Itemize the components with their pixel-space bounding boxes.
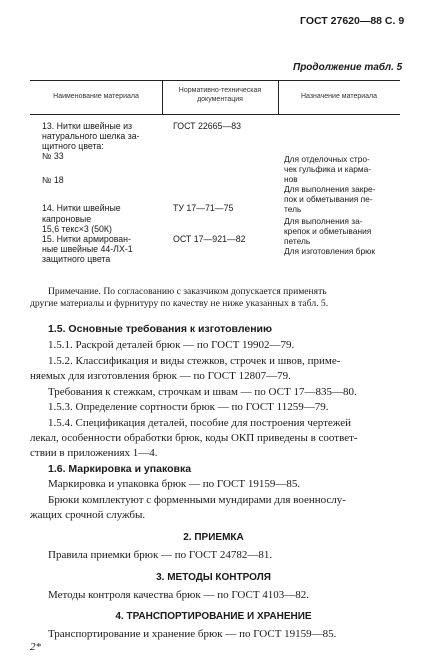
paragraph-line: жащих срочной службы. xyxy=(30,509,146,521)
purpose-cell: Для отделочных стро- xyxy=(284,154,370,164)
material-cell: натурального шелка за- xyxy=(42,131,140,141)
paragraph-line: ствии в приложениях 1—4. xyxy=(30,447,158,459)
documentation-cell: ОСТ 17—921—82 xyxy=(173,234,246,244)
material-cell: № 33 xyxy=(42,151,64,161)
signature-mark: 2* xyxy=(30,641,41,653)
purpose-cell: тель xyxy=(284,204,302,214)
paragraph-line: лекал, особенности обработки брюк, коды ОКП приведены в соответ- xyxy=(30,432,358,444)
documentation-cell: ТУ 17—71—75 xyxy=(173,203,234,213)
column-header-documentation: Нормативно-техническая документация xyxy=(178,87,262,103)
table-note: другие материалы и фурнитуру по качеству не ниже указанных в табл. 5. xyxy=(30,298,329,309)
section-title-acceptance: 2. ПРИЕМКА xyxy=(183,532,244,543)
paragraph-line: Методы контроля качества брюк — по ГОСТ 4103—82. xyxy=(48,589,310,601)
material-cell: щитного цвета: xyxy=(42,141,104,151)
paragraph-line: 1.5.3. Определение сортности брюк — по ГОСТ 11259—79. xyxy=(48,401,329,413)
purpose-cell: Для выполнения за- xyxy=(284,216,363,226)
material-cell: 14. Нитки швейные xyxy=(42,203,121,213)
material-cell: капроновые xyxy=(42,214,92,224)
material-cell: 15. Нитки армирован- xyxy=(42,234,131,244)
table-header-rule xyxy=(30,114,400,115)
column-header-purpose: Назначение материала xyxy=(300,93,378,100)
paragraph-line: 1.5.1. Раскрой деталей брюк — по ГОСТ 19902—79. xyxy=(48,339,295,351)
purpose-cell: Для изготовления брюк xyxy=(284,246,376,256)
purpose-cell: крепок и обметывания xyxy=(284,226,372,236)
table-top-rule xyxy=(30,80,400,81)
paragraph-line: Требования к стежкам, строчкам и швам — по ОСТ 17—835—80. xyxy=(48,386,357,398)
table-note: Примечание. По согласованию с заказчиком допускается применять xyxy=(48,286,327,297)
purpose-cell: Для выполнения закре- xyxy=(284,184,376,194)
section-title-transport-storage: 4. ТРАНСПОРТИРОВАНИЕ И ХРАНЕНИЕ xyxy=(115,611,312,622)
material-cell: защитного цвета xyxy=(42,254,111,264)
paragraph-line: Маркировка и упаковка брюк — по ГОСТ 19159—85. xyxy=(48,478,301,490)
purpose-cell: нов xyxy=(284,174,298,184)
column-header-material: Наименование материала xyxy=(53,93,139,100)
purpose-cell: чек гульфика и карма- xyxy=(284,164,372,174)
doc-reference: ГОСТ 27620—88 С. 9 xyxy=(300,15,405,27)
material-cell: ные швейные 44-ЛХ-1 xyxy=(42,244,133,254)
paragraph-line: няемых для изготовления брюк — по ГОСТ 12807—79. xyxy=(30,370,291,382)
subsection-heading: 1.6. Маркировка и упаковка xyxy=(48,463,192,475)
paragraph-line: Транспортирование и хранение брюк — по ГОСТ 19159—85. xyxy=(48,628,337,640)
section-title-control-methods: 3. МЕТОДЫ КОНТРОЛЯ xyxy=(156,572,271,583)
subsection-heading: 1.5. Основные требования к изготовлению xyxy=(48,323,272,335)
purpose-cell: пок и обметывания пе- xyxy=(284,194,373,204)
paragraph-line: 1.5.4. Спецификация деталей, пособие для построения чертежей xyxy=(48,417,352,429)
material-cell: № 18 xyxy=(42,175,64,185)
material-cell: 13. Нитки швейные из xyxy=(42,121,133,131)
paragraph-line: Правила приемки брюк — по ГОСТ 24782—81. xyxy=(48,549,273,561)
table-col-divider-1 xyxy=(162,80,163,114)
documentation-cell: ГОСТ 22665—83 xyxy=(173,121,242,131)
table-continuation-label: Продолжение табл. 5 xyxy=(293,62,403,73)
purpose-cell: петель xyxy=(284,236,311,246)
paragraph-line: 1.5.2. Классификация и виды стежков, строчек и швов, приме- xyxy=(48,355,341,367)
material-cell: 15,6 текс×3 (50К) xyxy=(42,224,112,234)
paragraph-line: Брюки комплектуют с форменными мундирами для военнослу- xyxy=(48,494,346,506)
